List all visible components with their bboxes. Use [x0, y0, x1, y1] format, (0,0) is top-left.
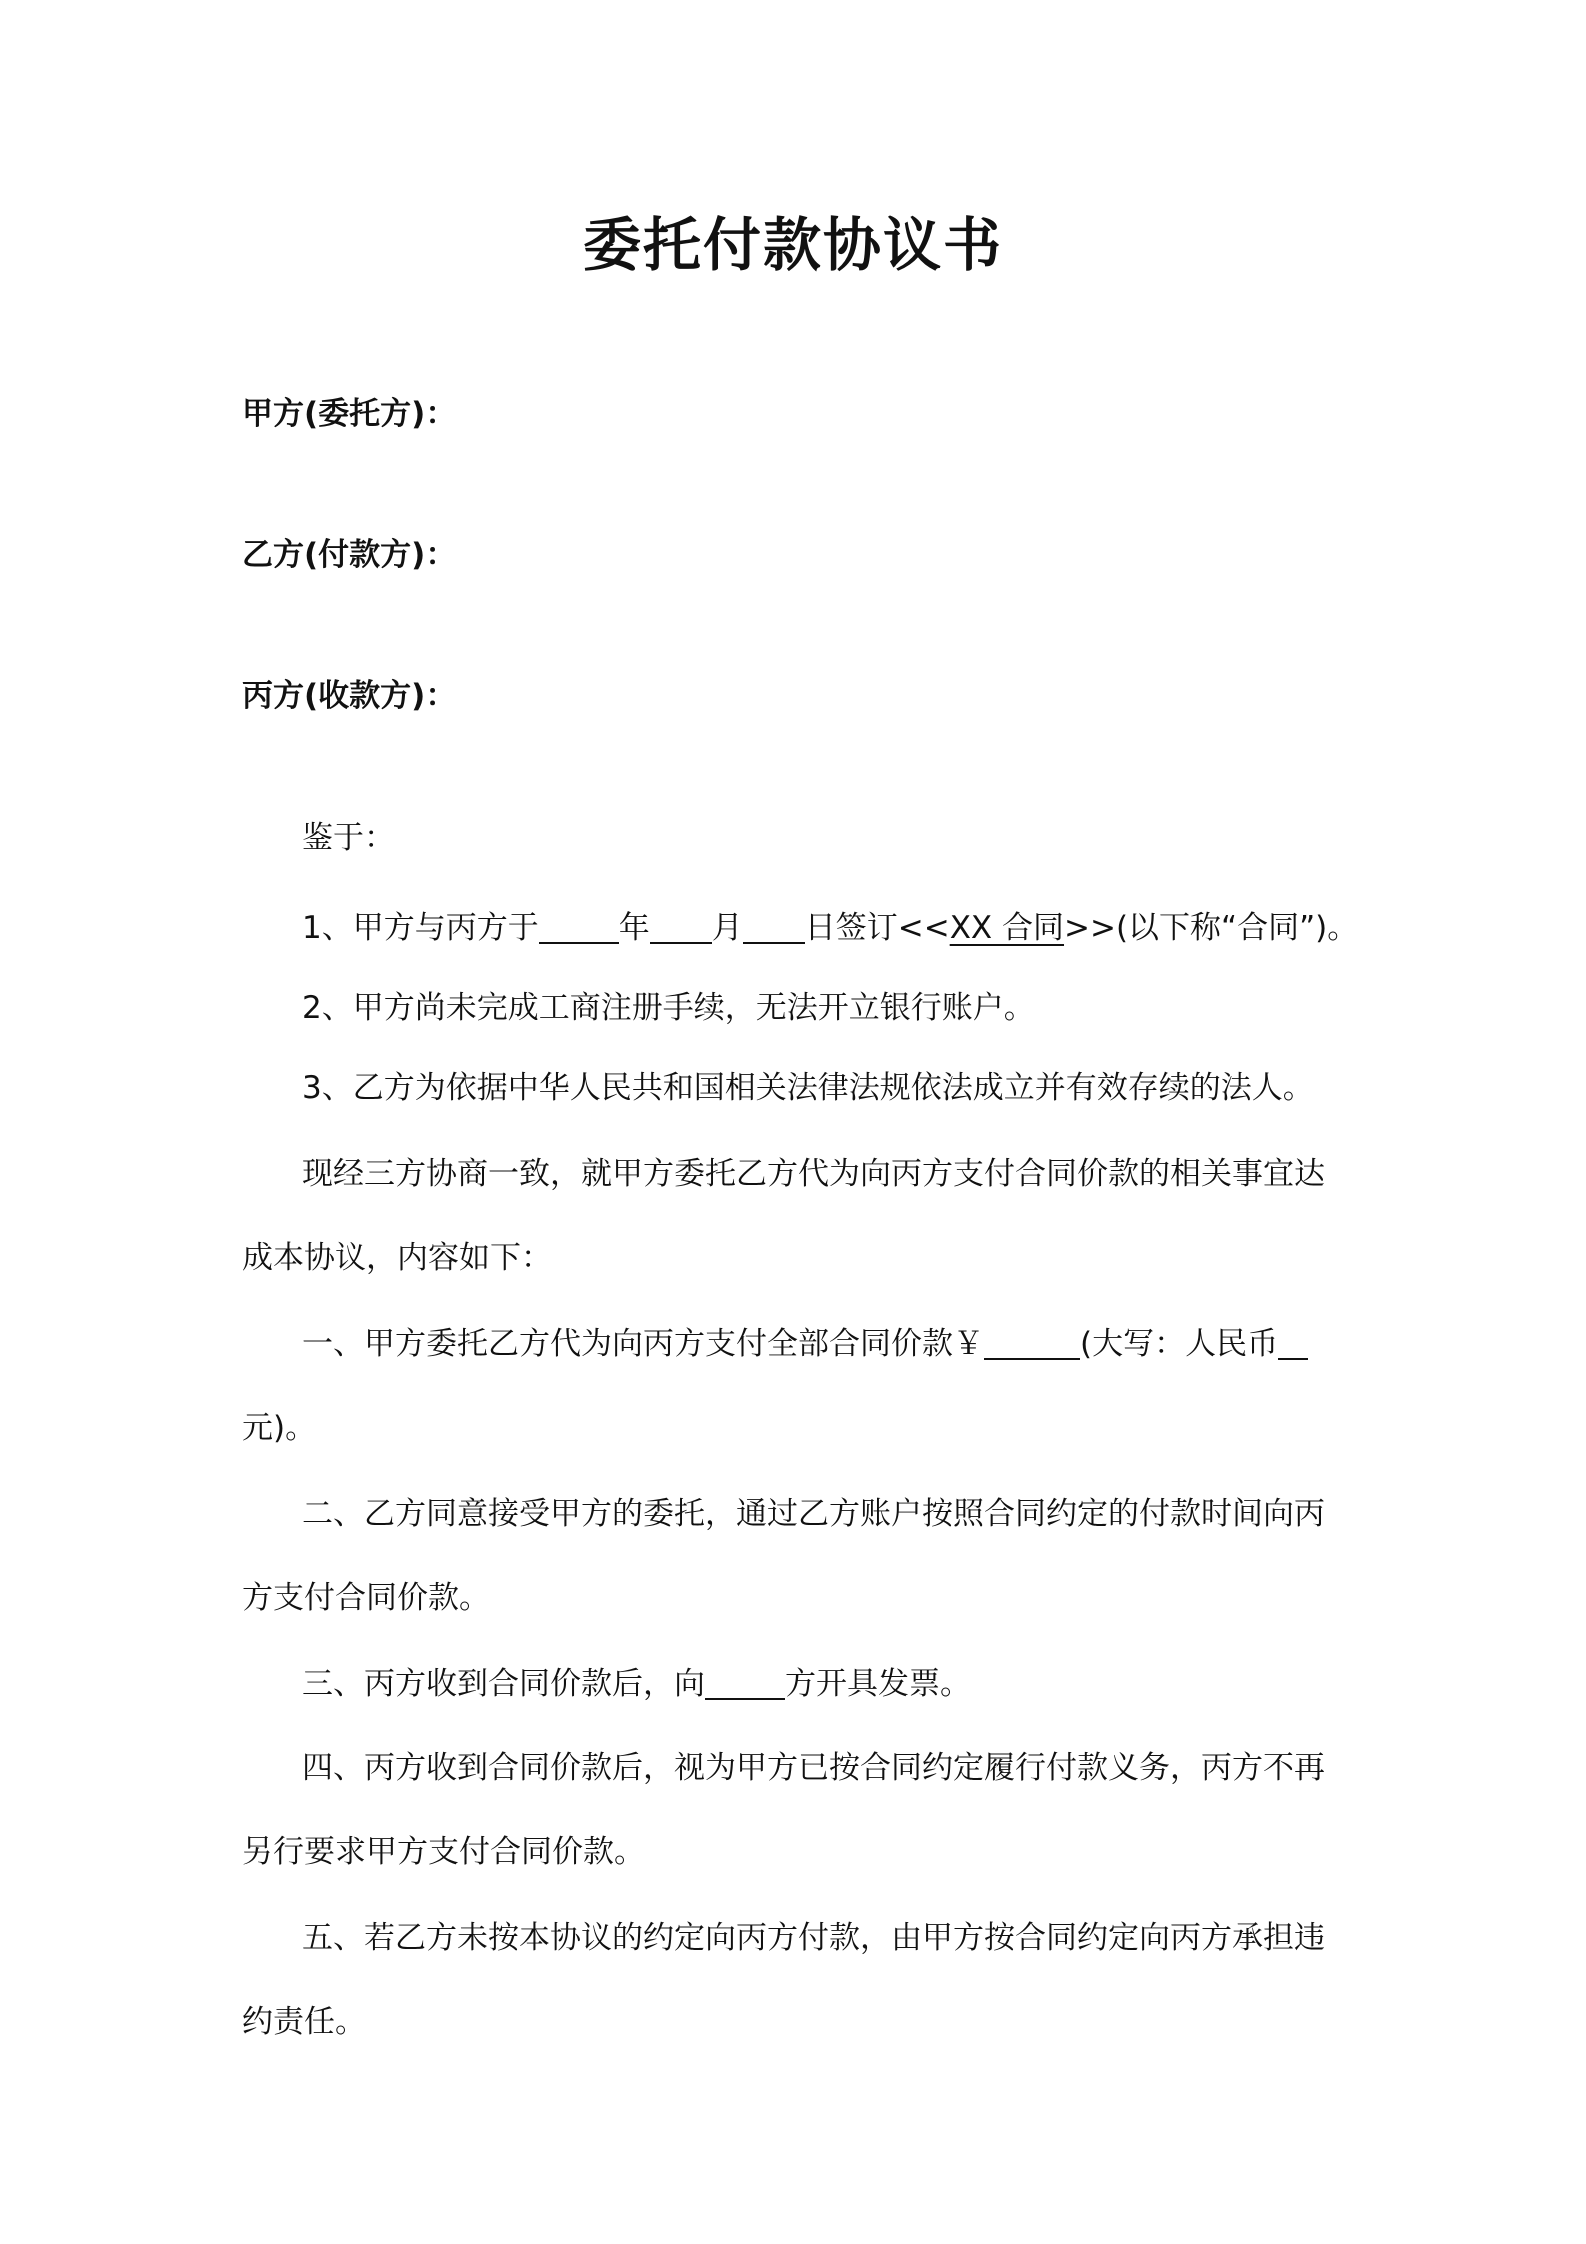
- recital-1-prefix: 1、甲方与丙方于: [302, 910, 539, 946]
- recital-1-day-sign: 日签订<<: [804, 910, 950, 946]
- clause-2-line-1: 二、乙方同意接受甲方的委托，通过乙方账户按照合同约定的付款时间向丙: [302, 1496, 1325, 1532]
- recital-3: 3、乙方为依据中华人民共和国相关法律法规依法成立并有效存续的法人。: [302, 1070, 1314, 1106]
- preamble-line-1: 现经三方协商一致，就甲方委托乙方代为向丙方支付合同价款的相关事宜达: [302, 1156, 1325, 1192]
- year-blank: [539, 908, 619, 944]
- recital-1-suffix: >>(以下称“合同”)。: [1064, 910, 1359, 946]
- recital-1-year: 年: [618, 910, 650, 946]
- clause-3-suffix: 方开具发票。: [785, 1666, 971, 1702]
- whereas-label: 鉴于：: [302, 820, 395, 856]
- party-c-label: 丙方(收款方)：: [242, 678, 457, 714]
- clause-1-line-2: 元)。: [242, 1410, 317, 1446]
- clause-3-prefix: 三、丙方收到合同价款后，向: [302, 1666, 705, 1702]
- recital-2: 2、甲方尚未完成工商注册手续，无法开立银行账户。: [302, 990, 1035, 1026]
- amount-blank: [984, 1324, 1080, 1360]
- document-title: 委托付款协议书: [582, 211, 1003, 279]
- clause-3: [302, 1662, 971, 1706]
- amount-words-blank: [1278, 1324, 1308, 1360]
- month-blank: [650, 908, 712, 944]
- day-blank: [743, 908, 805, 944]
- invoice-party-blank: [705, 1664, 785, 1700]
- clause-1: [302, 1322, 1308, 1366]
- clause-4-line-1: 四、丙方收到合同价款后，视为甲方已按合同约定履行付款义务，丙方不再: [302, 1750, 1325, 1786]
- recital-1-month: 月: [711, 910, 743, 946]
- clause-4-line-2: 另行要求甲方支付合同价款。: [242, 1834, 645, 1870]
- recital-1: [302, 906, 1358, 950]
- contract-name: XX 合同: [949, 910, 1065, 946]
- party-b-label: 乙方(付款方)：: [242, 537, 457, 573]
- clause-1-middle: (大写：人民币: [1080, 1326, 1279, 1362]
- clause-5-line-1: 五、若乙方未按本协议的约定向丙方付款，由甲方按合同约定向丙方承担违: [302, 1920, 1325, 1956]
- clause-2-line-2: 方支付合同价款。: [242, 1580, 490, 1616]
- clause-1-prefix: 一、甲方委托乙方代为向丙方支付全部合同价款￥: [302, 1326, 984, 1362]
- party-a-label: 甲方(委托方)：: [242, 396, 457, 432]
- preamble-line-2: 成本协议，内容如下：: [242, 1240, 552, 1276]
- clause-5-line-2: 约责任。: [242, 2004, 366, 2040]
